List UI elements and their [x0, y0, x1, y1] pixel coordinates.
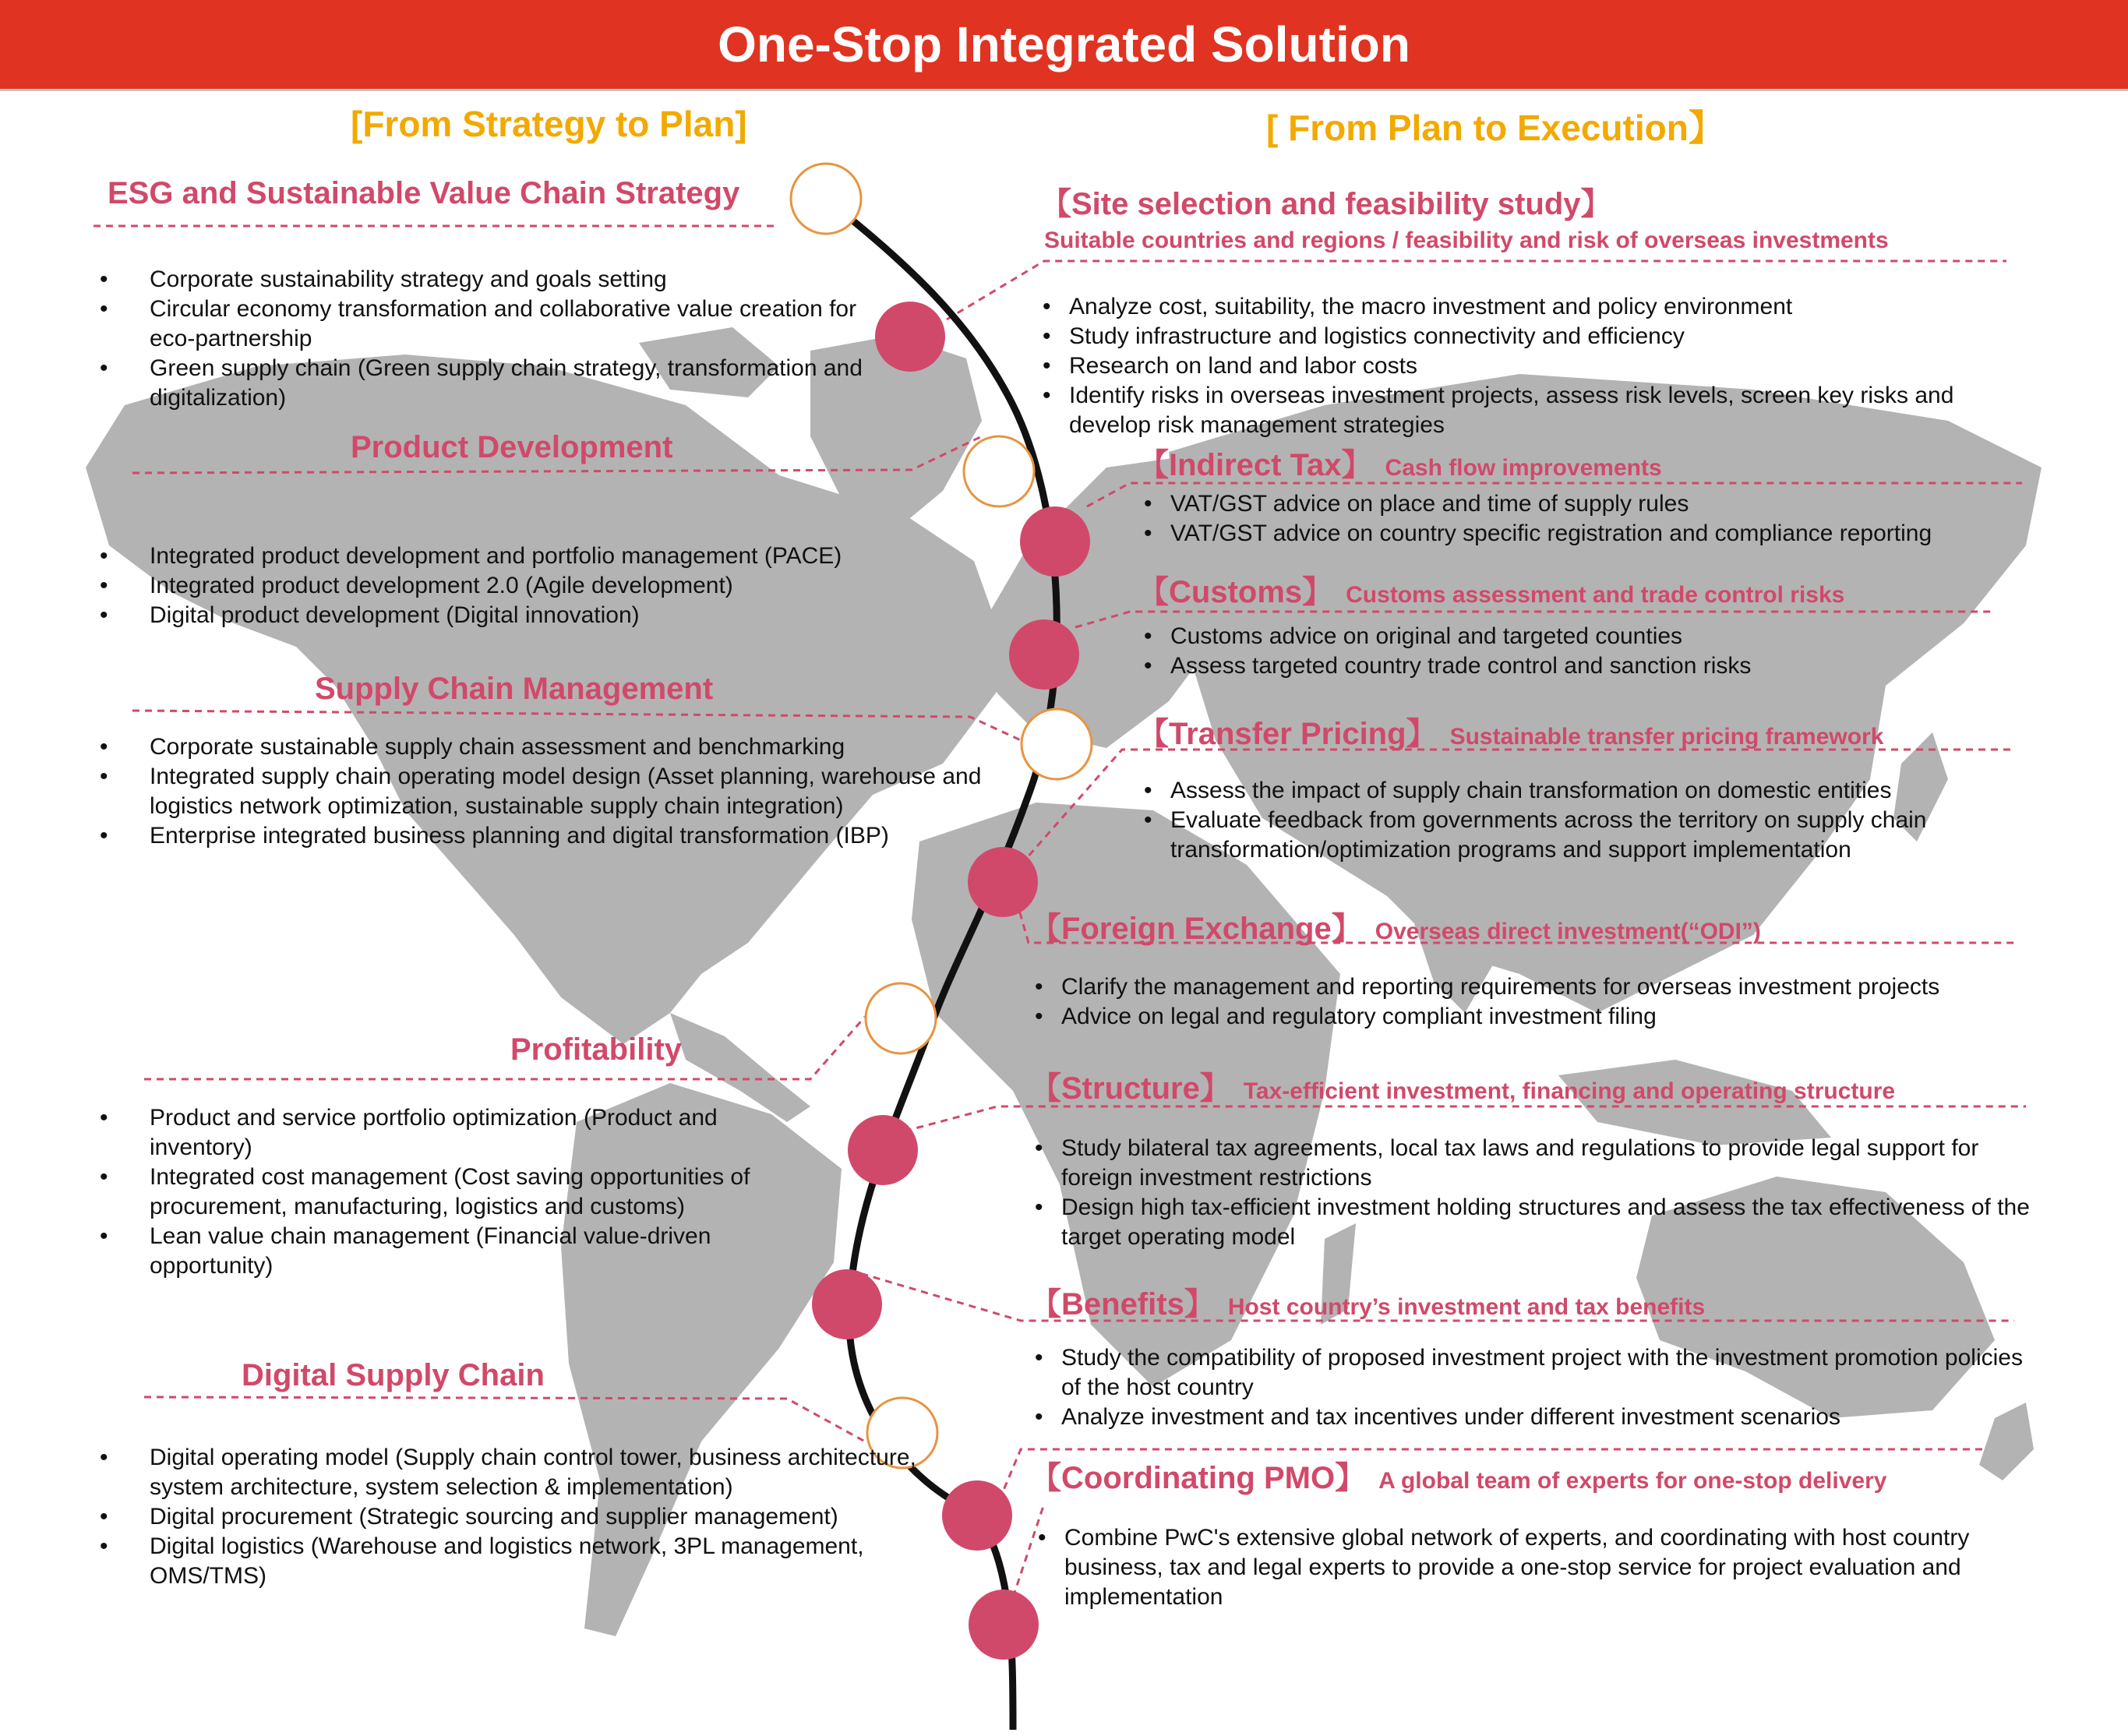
list-item: • Research on land and labor costs: [1043, 351, 2040, 381]
list-item: • Identify risks in overseas investment projects, assess risk levels, screen key risks and develop risk management strategies: [1043, 381, 2040, 440]
right-heading: [ From Plan to Execution】: [1266, 108, 1724, 148]
section-title-digital: Digital Supply Chain: [242, 1358, 545, 1392]
list-benefits: [1035, 1343, 2040, 1432]
section-label: 【Benefits】: [1030, 1287, 1216, 1321]
section-subtitle: Host country’s investment and tax benefits: [1227, 1294, 1706, 1320]
title-banner: [0, 0, 2128, 91]
list-structure: [1035, 1134, 2040, 1252]
list-item: • Green supply chain (Green supply chain strategy, transformation and digitalization): [100, 354, 887, 413]
section-title-profitability: Profitability: [510, 1032, 683, 1067]
list-item: • Enterprise integrated business planning and digital transformation (IBP): [100, 821, 1011, 851]
list-pmo: [1038, 1523, 2020, 1612]
section-title-transfer-pricing: [1138, 709, 1883, 753]
section-label: 【Indirect Tax】: [1138, 448, 1373, 482]
section-title-structure: [1030, 1064, 1895, 1108]
milestone-open-2: [964, 436, 1034, 506]
list-item: • Circular economy transformation and collaborative value creation for eco-partnership: [100, 295, 887, 354]
milestone-filled-3: [1009, 619, 1079, 690]
list-profitability: [100, 1103, 817, 1281]
list-item: • Advice on legal and regulatory compliant investment filing: [1035, 1002, 2048, 1032]
section-title-indirect-tax: [1138, 440, 1662, 485]
section-title-customs: [1138, 567, 1844, 612]
section-label: 【Foreign Exchange】: [1030, 912, 1363, 946]
list-foreign-exchange: [1035, 972, 2048, 1032]
section-title-product: Product Development: [351, 430, 673, 464]
list-item: • Product and service portfolio optimization (Product and inventory): [100, 1103, 817, 1163]
list-customs: [1144, 622, 2079, 681]
milestone-filled-8: [969, 1590, 1039, 1660]
list-item: • Evaluate feedback from governments across the territory on supply chain transformation/optimization programs and support implementation: [1144, 806, 2009, 865]
list-item: • Design high tax-efficient investment holding structures and assess the tax effectiveness of the target operating model: [1035, 1193, 2040, 1252]
list-product: [100, 542, 965, 630]
list-item: • Clarify the management and reporting requirements for overseas investment projects: [1035, 972, 2048, 1002]
list-item: • Corporate sustainable supply chain assessment and benchmarking: [100, 732, 1011, 762]
list-item: • Integrated product development 2.0 (Agile development): [100, 571, 965, 601]
list-item: • Integrated product development and portfolio management (PACE): [100, 542, 965, 571]
list-item: • Digital product development (Digital innovation): [100, 601, 965, 630]
section-subtitle: Tax-efficient investment, financing and operating structure: [1243, 1078, 1896, 1104]
section-title-foreign-exchange: [1030, 904, 1761, 948]
milestone-filled-5: [848, 1115, 918, 1185]
milestone-filled-4: [968, 847, 1038, 917]
milestone-filled-2: [1020, 506, 1090, 577]
left-connector-digital: [144, 1397, 865, 1441]
section-title-pmo: [1030, 1453, 1886, 1498]
section-subtitle-site-selection: Suitable countries and regions / feasibility and risk of overseas investments: [1044, 228, 1889, 253]
list-item: • Lean value chain management (Financial value-driven opportunity): [100, 1222, 817, 1281]
section-title-esg: ESG and Sustainable Value Chain Strategy: [108, 176, 740, 210]
list-item: • Integrated supply chain operating model design (Asset planning, warehouse and logistics network optimization, sustainable supply chain integration): [100, 762, 1011, 821]
left-heading: [From Strategy to Plan]: [351, 104, 747, 144]
section-subtitle: Customs assessment and trade control risks: [1346, 582, 1845, 608]
list-item: • Digital operating model (Supply chain control tower, business architecture, system architecture, system selection & implementation): [100, 1443, 933, 1502]
list-supply-chain: [100, 732, 1011, 851]
page-title: One-Stop Integrated Solution: [718, 16, 1410, 72]
list-item: • Assess the impact of supply chain transformation on domestic entities: [1144, 776, 2009, 806]
list-item: • Study infrastructure and logistics connectivity and efficiency: [1043, 322, 2040, 351]
section-subtitle: Sustainable transfer pricing framework: [1449, 724, 1884, 750]
list-item: • Assess targeted country trade control and sanction risks: [1144, 651, 2079, 681]
list-item: • Integrated cost management (Cost saving opportunities of procurement, manufacturing, logistics and customs): [100, 1163, 817, 1222]
section-label: 【Structure】: [1030, 1071, 1231, 1106]
section-subtitle: A global team of experts for one-stop delivery: [1378, 1468, 1887, 1494]
list-indirect-tax: [1144, 489, 2079, 549]
list-item: • Analyze investment and tax incentives under different investment scenarios: [1035, 1403, 2040, 1432]
list-digital: [100, 1443, 933, 1591]
section-subtitle: Cash flow improvements: [1385, 455, 1662, 481]
milestone-open-4: [866, 983, 936, 1053]
milestone-open-1: [791, 164, 861, 234]
milestone-open-3: [1022, 709, 1092, 779]
list-item: • Customs advice on original and targeted counties: [1144, 622, 2079, 651]
section-title-benefits: [1030, 1279, 1705, 1324]
list-item: • Study the compatibility of proposed investment project with the investment promotion policies of the host country: [1035, 1343, 2040, 1403]
list-site-selection: [1043, 292, 2040, 440]
list-item: • Analyze cost, suitability, the macro investment and policy environment: [1043, 292, 2040, 322]
list-item: • Digital procurement (Strategic sourcing and supplier management): [100, 1502, 933, 1532]
list-item: • Combine PwC's extensive global network of experts, and coordinating with host country business, tax and legal experts to provide a one-stop service for project evaluation and implementation: [1038, 1523, 2020, 1612]
list-item: • Study bilateral tax agreements, local tax laws and regulations to provide legal support for foreign investment restrictions: [1035, 1134, 2040, 1193]
milestone-filled-6: [812, 1269, 882, 1339]
section-title-site-selection: 【Site selection and feasibility study】: [1040, 187, 1612, 221]
section-label: 【Customs】: [1138, 575, 1334, 609]
list-transfer-pricing: [1144, 776, 2009, 865]
list-item: • VAT/GST advice on place and time of supply rules: [1144, 489, 2079, 519]
section-label: 【Transfer Pricing】: [1138, 717, 1438, 751]
section-label: 【Coordinating PMO】: [1030, 1461, 1367, 1495]
list-item: • Digital logistics (Warehouse and logistics network, 3PL management, OMS/TMS): [100, 1532, 933, 1591]
milestone-filled-7: [942, 1480, 1012, 1551]
section-title-supply-chain: Supply Chain Management: [315, 672, 714, 706]
list-item: • VAT/GST advice on country specific registration and compliance reporting: [1144, 519, 2079, 549]
section-subtitle: Overseas direct investment(“ODI”): [1375, 919, 1761, 944]
list-esg: [100, 265, 887, 413]
list-item: • Corporate sustainability strategy and goals setting: [100, 265, 887, 295]
